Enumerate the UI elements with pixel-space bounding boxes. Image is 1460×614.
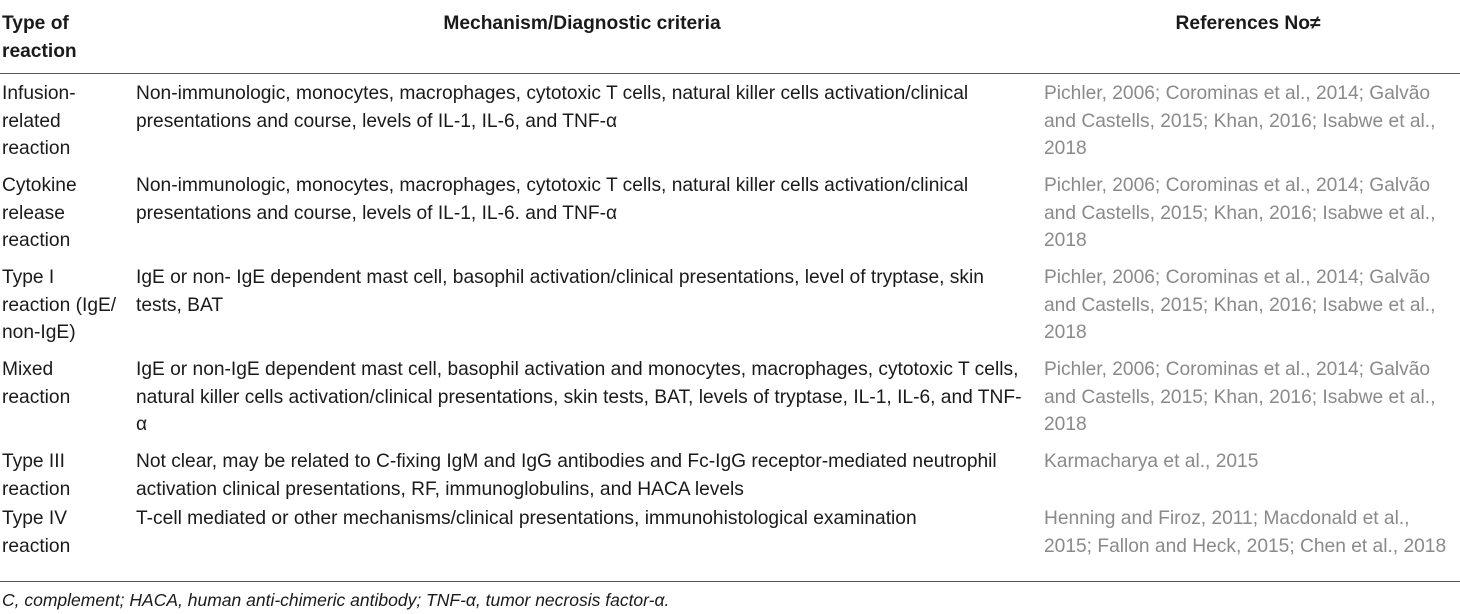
table-row (0, 74, 1460, 172)
cell-references: Pichler, 2006; Corominas et al., 2014; Galvão and Castells, 2015; Khan, 2016; Isabwe et al., 2018 (1044, 83, 1436, 159)
cell-mechanism: T-cell mediated or other mechanisms/clinical presentations, immunohistological examination (136, 508, 917, 529)
cell-references: Pichler, 2006; Corominas et al., 2014; Galvão and Castells, 2015; Khan, 2016; Isabwe et al., 2018 (1044, 267, 1436, 343)
table-row (0, 355, 1460, 447)
cell-references: Karmacharya et al., 2015 (1044, 451, 1259, 472)
cell-type: Infusion-related reaction (2, 83, 76, 159)
header-references: References No≠ (1036, 2, 1460, 74)
cell-references: Pichler, 2006; Corominas et al., 2014; Galvão and Castells, 2015; Khan, 2016; Isabwe et al., 2018 (1044, 359, 1436, 435)
table-row (0, 447, 1460, 504)
table-row (0, 171, 1460, 263)
header-type: Type of reaction (0, 2, 128, 74)
table-row (0, 504, 1460, 563)
cell-type: Type IV reaction (2, 508, 71, 557)
cell-mechanism: Non-immunologic, monocytes, macrophages, cytotoxic T cells, natural killer cells activation/clinical presentations and course, levels of IL-1, IL-6. and TNF-α (136, 175, 969, 224)
header-mechanism: Mechanism/Diagnostic criteria (128, 2, 1036, 74)
cell-type: Cytokine release reaction (2, 175, 77, 251)
cell-mechanism: IgE or non-IgE dependent mast cell, basophil activation and monocytes, macrophages, cytotoxic T cells, natural killer cells activation/clinical presentations, skin tests, BAT, levels of tryptase, IL-1, IL-6, and TNF-α (136, 359, 1022, 435)
table-body (0, 74, 1460, 564)
cell-type: Mixed reaction (2, 359, 71, 408)
cell-mechanism: Non-immunologic, monocytes, macrophages, cytotoxic T cells, natural killer cells activation/clinical presentations and course, levels of IL-1, IL-6, and TNF-α (136, 83, 969, 132)
header-row (0, 2, 1460, 74)
cell-references: Henning and Firoz, 2011; Macdonald et al., 2015; Fallon and Heck, 2015; Chen et al., 2018 (1044, 508, 1447, 557)
table-header (0, 2, 1460, 74)
cell-mechanism: IgE or non- IgE dependent mast cell, basophil activation/clinical presentations, level of tryptase, skin tests, BAT (136, 267, 984, 316)
cell-type: Type I reaction (IgE/ non-IgE) (2, 267, 117, 343)
reaction-table (0, 2, 1460, 563)
cell-references: Pichler, 2006; Corominas et al., 2014; Galvão and Castells, 2015; Khan, 2016; Isabwe et al., 2018 (1044, 175, 1436, 251)
cell-mechanism: Not clear, may be related to C-fixing IgM and IgG antibodies and Fc-IgG receptor-mediated neutrophil activation clinical presentations, RF, immunoglobulins, and HACA levels (136, 451, 997, 500)
table-footnote: C, complement; HACA, human anti-chimeric antibody; TNF-α, tumor necrosis factor-α. (0, 581, 1460, 614)
table-row (0, 263, 1460, 355)
cell-type: Type III reaction (2, 451, 71, 500)
